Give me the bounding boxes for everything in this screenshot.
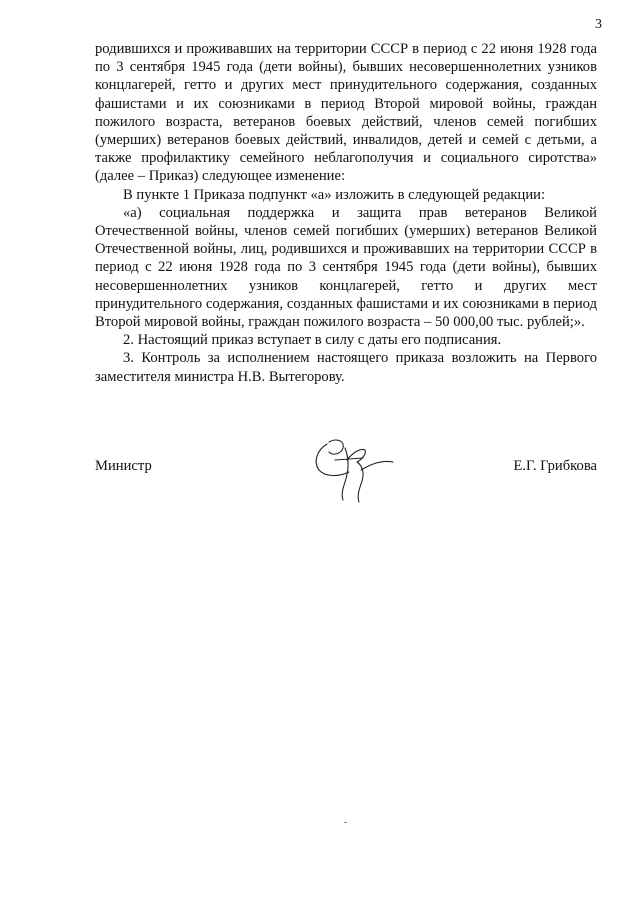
document-body <box>95 40 597 386</box>
scan-speck <box>344 822 347 823</box>
signer-name: Е.Г. Грибкова <box>513 458 597 474</box>
paragraph-item-3: 3. Контроль за исполнением настоящего приказа возложить на Первого заместителя министра Н.В. Вытегорову. <box>95 350 597 385</box>
page-number: 3 <box>595 17 602 32</box>
signer-title: Министр <box>95 458 152 474</box>
signature-block <box>95 430 597 510</box>
paragraph-continuation: родившихся и проживавших на территории СССР в период с 22 июня 1928 года по 3 сентября 1945 года (дети войны), бывших несовершеннолетних узников концлагерей, гетто и других мест принудительного содержания, созданных фашистами и их союзниками в период Второй мировой войны, граждан пожилого возраста, ветеранов боевых действий, членов семей погибших (умерших) ветеранов боевых действий, инвалидов, детей и семей с детьми, а также профилактику семейного неблагополучия и социального сиротства» (далее – Приказ) следующее изменение: <box>95 41 597 185</box>
handwritten-signature <box>305 430 405 508</box>
paragraph-amendment-intro: В пункте 1 Приказа подпункт «а» изложить в следующей редакции: <box>123 186 546 203</box>
paragraph-item-2: 2. Настоящий приказ вступает в силу с даты его подписания. <box>123 332 502 349</box>
paragraph-amendment-text: «а) социальная поддержка и защита прав ветеранов Великой Отечественной войны, членов семей погибших (умерших) ветеранов Великой Отечественной войны, лиц, родившихся и проживавших на территории СССР в период с 22 июня 1928 года по 3 сентября 1945 года (дети войны), бывших несовершеннолетних узников концлагерей, гетто и других мест принудительного содержания, созданных фашистами и их союзниками в период Второй мировой войны, граждан пожилого возраста – 50 000,00 тыс. рублей;». <box>95 204 597 331</box>
